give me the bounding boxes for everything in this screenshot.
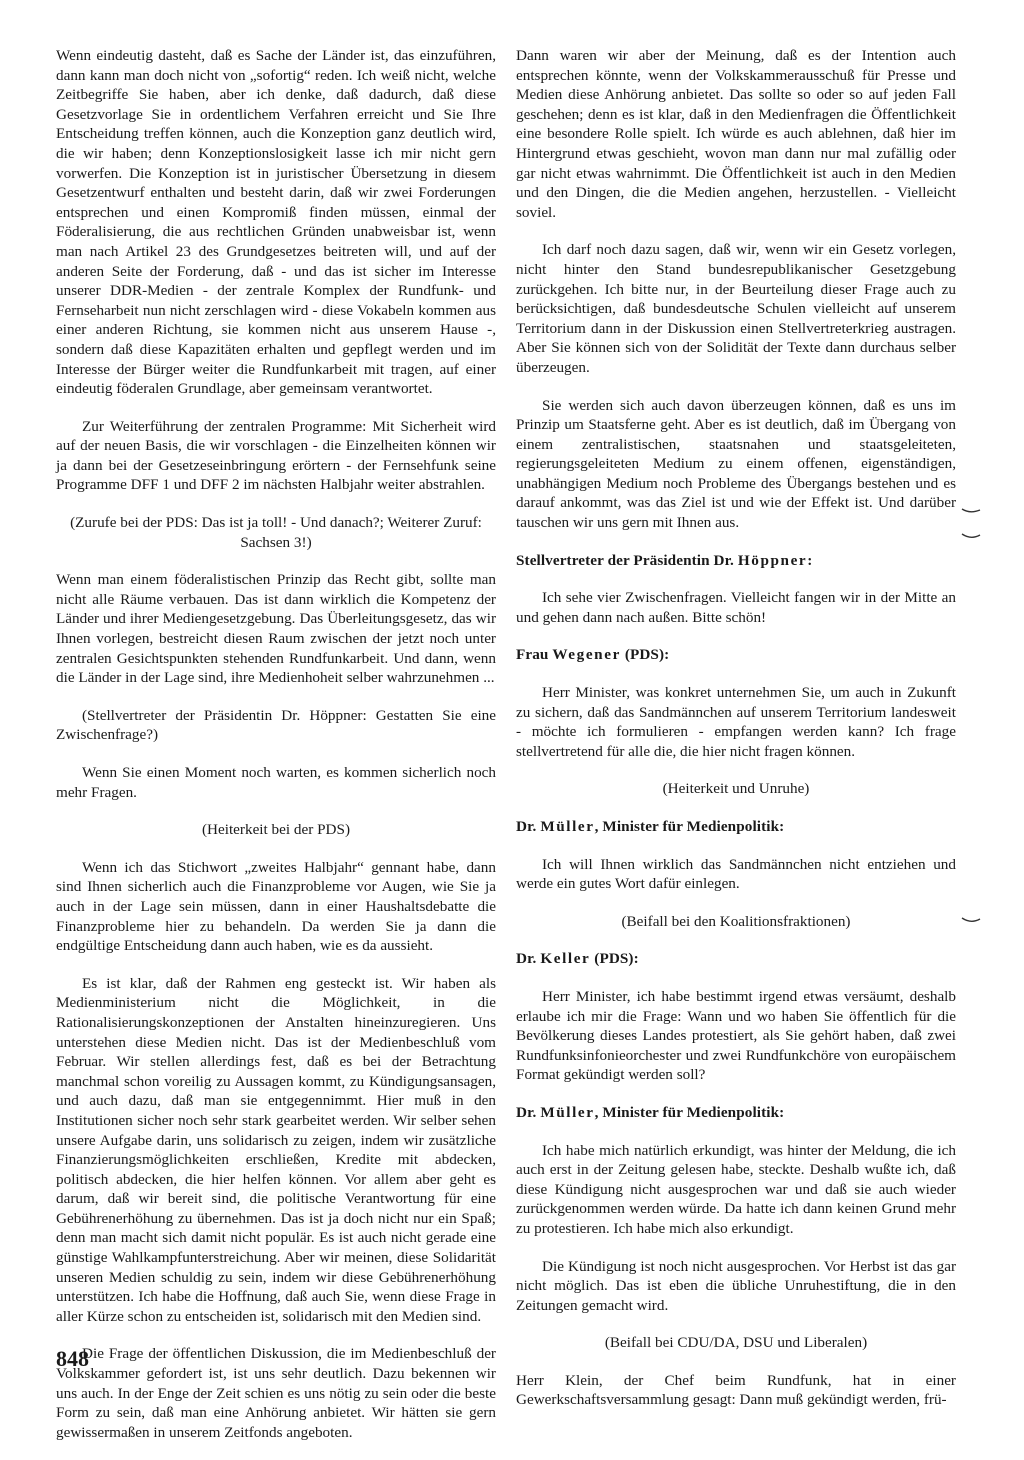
paragraph: Es ist klar, daß der Rahmen eng gesteckt ist. Wir haben als Medienministerium nicht die Möglichkeit, in die Rationalisierungskonzeptionen der Anstalten hineinzuregieren. Uns unterstehen diese Medien nicht. Das ist der Medienbeschluß vom Februar. Wir stellen allerdings fest, daß es bei der Betrachtung manchmal schon voreilig zu Aussagen kommt, zu Kündigungsansagen, und auch dazu, daß man sie entgegennimmt. Hier muß in den Institutionen sicher noch sehr stark gearbeitet werden. Wir selber sehen unsere Aufgabe darin, uns solidarisch zu zeigen, indem wir zusätzliche Finanzierungsmöglichkeiten erschließen, Kredite mit abdecken, politisch abdecken, die hier helfen können. Vor allem aber geht es darum, daß wir bereit sind, die politische Verantwortung für eine Gebührenerhöhung zu übernehmen. Das ist ja doch nicht nur ein Spaß; denn man macht sich damit nicht populär. Es ist auch nicht gerade eine günstige Wahlkampfunterstreichung. Aber wir meinen, diese Solidarität unseren Medien schuldig zu sein, indem wir diese Gebührenerhöhung unterstützen. Ich habe die Hoffnung, daß auch Sie, wenn diese Frage in aller Kürze schon zu entscheiden ist, solidarisch mit den Medien sind. bbox=[56, 974, 496, 1325]
interjection: (Beifall bei CDU/DA, DSU und Liberalen) bbox=[604, 1334, 868, 1352]
speaker-prefix: Dr. bbox=[516, 818, 541, 835]
speaker-heading bbox=[516, 645, 956, 665]
paragraph: Herr Klein, der Chef beim Rundfunk, hat in einer Gewerkschaftsversammlung gesagt: Dann muß gekündigt werden, frü- bbox=[516, 1371, 956, 1409]
page-number: 848 bbox=[56, 1346, 89, 1371]
paragraph: Wenn Sie einen Moment noch warten, es kommen sicherlich noch mehr Fragen. bbox=[56, 764, 496, 801]
interjection: (Heiterkeit bei der PDS) bbox=[201, 821, 351, 839]
paragraph: Ich habe mich natürlich erkundigt, was hinter der Meldung, die ich auch erst in der Zeitung gelesen habe, steckte. Deshalb wußte ich, daß diese Kündigung nicht ausgesprochen war und daß sie auch wieder zurückgenommen werden würde. Da hatte ich dann keinen Grund mehr zu protestieren. Ich habe mich also erkundigt. bbox=[516, 1141, 956, 1237]
speaker-heading bbox=[516, 949, 956, 969]
paragraph: Wenn ich das Stichwort „zweites Halbjahr“ gennant habe, dann sind Ihnen sicherlich auch die Finanzprobleme vor Augen, wie Sie ja auch in der Lage sein müssen, dann in einer Haushaltsdebatte die Finanzprobleme hier zu behandeln. Da werden Sie ja dann die endgültige Entscheidung dann auch haben, wie es da aussieht. bbox=[56, 858, 496, 955]
speaker-name: Müller bbox=[540, 818, 595, 835]
paragraph: Dann waren wir aber der Meinung, daß es der Intention auch entsprechen könnte, wenn der Volkskammerausschuß für Presse und Medien diese Anhörung anbietet. Das sollte so oder so auf jeden Fall geschehen; denn es ist klar, daß in den Medienfragen die Öffentlichkeit eine besondere Rolle spielt. Ich würde es auch ablehnen, daß hier im Hintergrund etwas geschieht, wovon man dann nur mal zufällig oder gar nicht etwas wahrnimmt. Die Öffentlichkeit ist auch in den Medien und den Dingen, die die Medien angehen, herzustellen. - Vielleicht soviel. bbox=[516, 47, 956, 221]
paragraph: (Stellvertreter der Präsidentin Dr. Höppner: Gestatten Sie eine Zwischenfrage?) bbox=[56, 706, 496, 744]
interjection: (Heiterkeit und Unruhe) bbox=[662, 780, 810, 798]
speaker-name: Höppner bbox=[737, 551, 808, 569]
speaker-name: Müller bbox=[540, 1103, 595, 1121]
speaker-heading bbox=[516, 817, 956, 837]
interjection: (Zurufe bei der PDS: Das ist ja toll! - Und danach?; Weiterer Zuruf: Sachsen 3!) bbox=[70, 514, 482, 551]
left-column bbox=[56, 46, 496, 1460]
right-column bbox=[516, 46, 956, 1428]
speaker-suffix: , Minister für Medienpolitik: bbox=[594, 818, 785, 835]
margin-mark bbox=[960, 508, 982, 516]
speaker-name: Wegener bbox=[552, 646, 621, 664]
paragraph: Ich sehe vier Zwischenfragen. Vielleicht fangen wir in der Mitte an und gehen dann nach außen. Bitte schön! bbox=[516, 589, 956, 626]
margin-mark bbox=[960, 916, 982, 924]
paragraph: Sie werden sich auch davon überzeugen können, daß es uns im Prinzip um Staatsferne geht. Aber es ist deutlich, daß im Übergang von einem zentralistischen, staatsnahen und staatsgeleiteten, regierungsgeleiteten Medium zu einem offenen, eigenständigen, unabhängigen Medium noch Probleme des Übergangs bestehen und es darauf ankommt, was das Ziel ist und wie der Effekt ist. Und darüber tauschen wir uns gern mit Ihnen aus. bbox=[516, 396, 956, 532]
speaker-suffix: (PDS): bbox=[590, 950, 639, 968]
paragraph: Wenn eindeutig dasteht, daß es Sache der Länder ist, das einzuführen, dann kann man doch nicht von „sofortig“ reden. Ich weiß nicht, welche Zeitbegriffe Sie haben, aber ich denke, daß dadurch, daß diese Gesetzvorlage Sie in ordentlichem Verfahren erreicht und Sie Ihre Entscheidung treffen können, auch die Konzeption ganz deutlich wird, die wir haben; denn Konzeptionslosigkeit lasse ich mir nicht gern vorwerfen. Die Konzeption ist in juristischer Übersetzung in diesem Gesetzentwurf enthalten und besteht darin, daß wir zwei Forderungen entsprechen und einen Kompromiß finden müssen, einmal der Föderalisierung, die aus rechtlichen Gründen unabweisbar ist, wenn man nach Artikel 23 des Grundgesetzes beitreten will, und auf der anderen Seite der Forderung, daß - und das ist sicher im Interesse unserer DDR-Medien - der zentrale Komplex der Rundfunk- und Fernseharbeit nun nicht zerschlagen wird - diese Vokabeln kommen aus einer anderen Richtung, sie kommen nicht aus unserem Hause -, sondern daß diese Kapazitäten erhalten und gepflegt werden und im Interesse der Bürger weiter die Rundfunkarbeit mit tragen, auf einer eindeutig föderalen Grundlage, aber gemeinsam verantwortet. bbox=[56, 47, 496, 398]
paragraph: Ich darf noch dazu sagen, daß wir, wenn wir ein Gesetz vorlegen, nicht hinter den Stand bundesrepublikanischer Gesetzgebung zurückgehen. Ich bitte nur, in der Beurteilung dieser Frage auch zu berücksichtigen, daß bundesdeutsche Schulen vielleicht auf unserem Territorium dann in der Diskussion einen Stellvertreterkrieg austragen. Aber Sie können sich von der Solidität der Texte dann durchaus selber überzeugen. bbox=[516, 241, 956, 376]
paragraph: Wenn man einem föderalistischen Prinzip das Recht gibt, sollte man nicht alle Räume verbauen. Das ist dann wirklich die Kompetenz der Länder und ihrer Mediengesetzgebung. Das Überleitungsgesetz, das wir Ihnen vorlegen, bestreicht diesen Raum zwischen der jetzt noch unter zentralen Gesichtspunkten stehenden Rundfunkarbeit. Und dann, wenn die Länder in der Lage sind, ihre Medienhoheit selber wahrzunehmen ... bbox=[56, 571, 496, 687]
speaker-prefix: Dr. bbox=[516, 950, 541, 968]
paragraph: Die Frage der öffentlichen Diskussion, die im Medienbeschluß der Volkskammer gefordert ist, ist uns sehr deutlich. Dazu bekennen wir uns auch. In der Enge der Zeit schien es uns nötig zu sein oder die beste Form zu sein, daß man eine Anhörung anbietet. Wir hätten sie gern gewissermaßen in unserem Zeitfonds angeboten. bbox=[56, 1345, 496, 1441]
speaker-heading bbox=[516, 1103, 956, 1123]
paragraph: Zur Weiterführung der zentralen Programme: Mit Sicherheit wird auf der neuen Basis, die wir vorschlagen - die Einzelheiten können wir ja dann bei der Gesetzeseinbringung erörtern - der Fernsehfunk seine Programme DFF 1 und DFF 2 im nächsten Halbjahr weiter abstrahlen. bbox=[56, 417, 496, 494]
paragraph: Herr Minister, was konkret unternehmen Sie, um auch in Zukunft zu sichern, daß das Sandmännchen auf unserem Territorium landesweit - möchte ich formulieren - empfangen werden kann? Ich frage stellvertretend für alle die, die hier nicht fragen können. bbox=[516, 684, 956, 760]
speaker-prefix: Stellvertreter der Präsidentin Dr. bbox=[516, 551, 738, 569]
speaker-prefix: Dr. bbox=[516, 1103, 541, 1121]
paragraph: Ich will Ihnen wirklich das Sandmännchen nicht entziehen und werde ein gutes Wort dafür einlegen. bbox=[516, 855, 956, 893]
speaker-prefix: Frau bbox=[516, 646, 553, 664]
speaker-heading bbox=[516, 551, 956, 571]
speaker-name: Keller bbox=[540, 950, 591, 968]
margin-mark bbox=[960, 532, 982, 540]
interjection: (Beifall bei den Koalitionsfraktionen) bbox=[621, 912, 851, 930]
speaker-suffix: : bbox=[807, 551, 813, 569]
paragraph: Die Kündigung ist noch nicht ausgesprochen. Vor Herbst ist das gar nicht möglich. Das ist eben die übliche Unruhestiftung, die in den Zeitungen gemacht wird. bbox=[516, 1257, 956, 1314]
speaker-suffix: (PDS): bbox=[620, 646, 670, 664]
paragraph: Herr Minister, ich habe bestimmt irgend etwas versäumt, deshalb erlaube ich mir die Frage: Wann und wo haben Sie öffentlich für die Bevölkerung dieses Landes protestiert, als Sie gehört haben, daß zwei Rundfunksinfonieorchester und zwei Rundfunkchöre von europäischem Format gekündigt werden soll? bbox=[516, 987, 956, 1084]
speaker-suffix: , Minister für Medienpolitik: bbox=[594, 1103, 785, 1121]
